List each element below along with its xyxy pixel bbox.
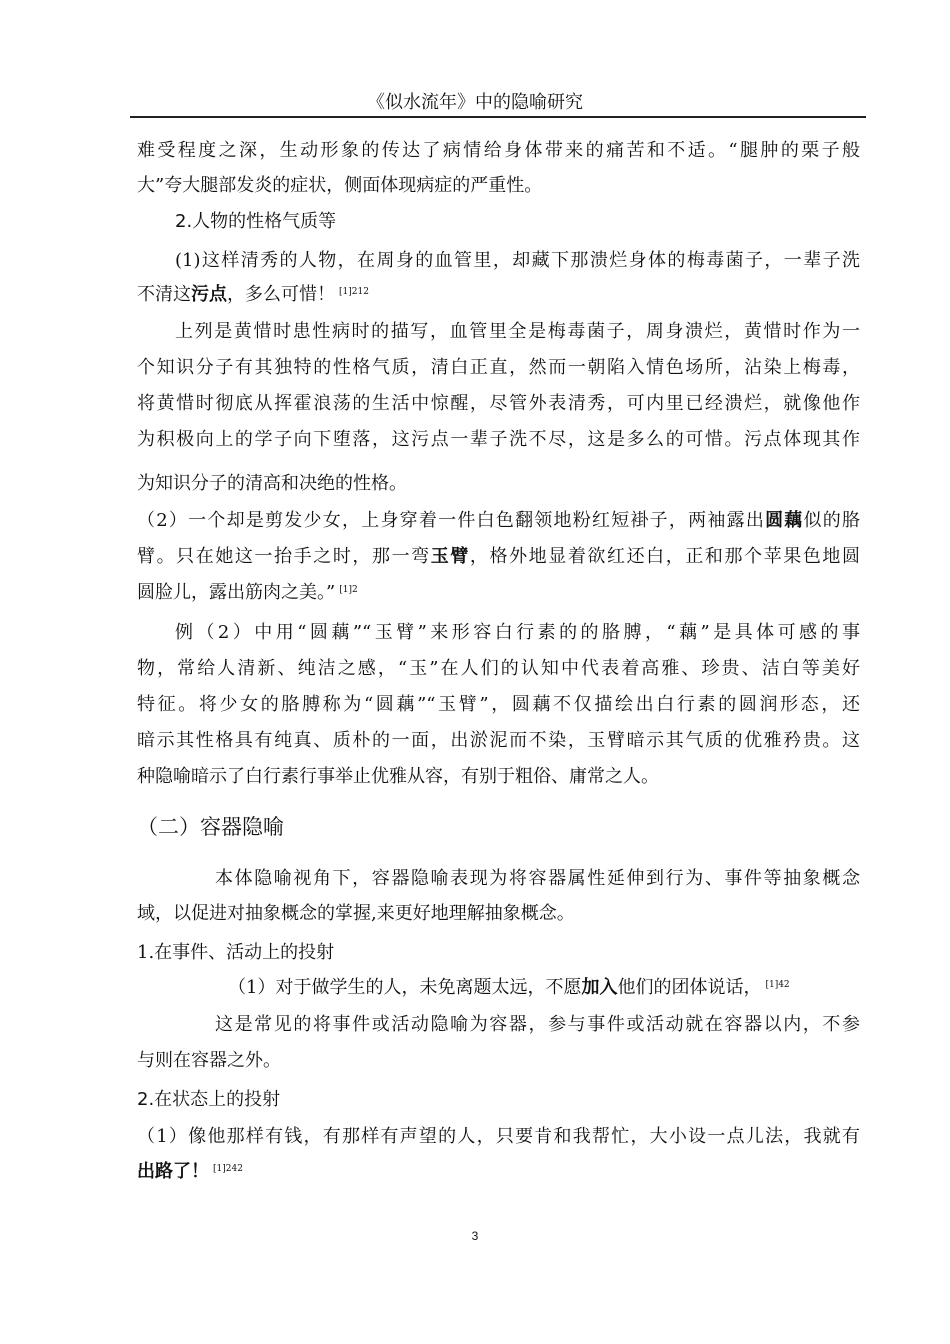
- text-line: [137, 139, 860, 163]
- page-number: 3: [471, 1229, 479, 1243]
- text-line: [137, 693, 860, 717]
- text-line: [137, 356, 860, 380]
- text-line: [137, 657, 860, 681]
- text-line: [137, 545, 860, 569]
- text-line: [137, 1049, 281, 1073]
- text-run: 在事件、活动上的投射: [154, 942, 335, 963]
- text-line: [137, 283, 369, 307]
- section-heading: [175, 210, 336, 234]
- text-run: （2）一个却是剪发少女，上身穿着一件白色翻领地粉红短褂子，两袖露出: [137, 510, 766, 531]
- text-run: 难受程度之深，生动形象的传达了病情给身体带来的痛苦和不适。“腿肿的栗子般: [137, 140, 860, 161]
- text-line: [137, 581, 358, 605]
- text-line: [137, 1088, 280, 1112]
- text-run: 似的胳: [803, 510, 861, 531]
- text-line: [137, 174, 542, 198]
- text-run: （二）容器隐喻: [137, 815, 284, 839]
- text-line: [137, 765, 659, 789]
- citation-superscript: [1]212: [339, 287, 369, 297]
- emphasized-term: 加入: [581, 977, 618, 998]
- text-run: 个知识分子有其独特的性格气质，清白正直，然而一朝陷入情色场所，沾染上梅毒，: [137, 357, 860, 378]
- text-run: 暗示其性格具有纯真、质朴的一面，出淤泥而不染，玉臂暗示其气质的优雅矜贵。这: [137, 730, 860, 751]
- text-line: [137, 729, 860, 753]
- text-line: [175, 249, 860, 273]
- text-run: （1）像他那样有钱，有那样有声望的人，只要肯和我帮忙，大小设一点儿法，我就有: [137, 1126, 860, 1147]
- emphasized-term: 污点: [191, 284, 227, 305]
- citation-superscript: [1]242: [213, 1164, 243, 1174]
- running-header: 《似水流年》中的隐喻研究: [367, 92, 583, 113]
- text-run: 特征。将少女的胳膊称为“圆藕”“玉臂”，圆藕不仅描绘出白行素的圆润形态，还: [137, 694, 860, 715]
- text-run: 大”夸大腿部发炎的症状，侧面体现病症的严重性。: [137, 175, 543, 196]
- text-run: 域，以促进对抽象概念的掌握,来更好地理解抽象概念。: [137, 903, 575, 924]
- text-run: ，多么可惜！: [227, 284, 335, 305]
- text-run: 为知识分子的清高和决绝的性格。: [137, 473, 407, 494]
- text-line: [137, 509, 860, 533]
- text-run: 与则在容器之外。: [137, 1050, 281, 1071]
- text-run: 种隐喻暗示了白行素行事举止优雅从容，有别于粗俗、庸常之人。: [137, 766, 659, 787]
- text-run: 本体隐喻视角下，容器隐喻表现为将容器属性延伸到行为、事件等抽象概念: [215, 868, 860, 889]
- text-line: [137, 1160, 243, 1184]
- text-line: [215, 867, 860, 891]
- text-run: 不清这: [137, 284, 191, 305]
- text-run: 这是常见的将事件或活动隐喻为容器，参与事件或活动就在容器以内，不参: [215, 1014, 860, 1035]
- text-run: 上列是黄惜时患性病时的描写，血管里全是梅毒菌子，周身溃烂，黄惜时作为一: [175, 321, 860, 342]
- citation-superscript: [1]42: [765, 980, 790, 990]
- text-line: [137, 941, 334, 965]
- text-line: [175, 320, 860, 344]
- emphasized-term: 圆藕: [765, 510, 804, 531]
- text-run: 将黄惜时彻底从挥霍浪荡的生活中惊醒，尽管外表清秀，可内里已经溃烂，就像他作: [137, 393, 860, 414]
- text-run: 物，常给人清新、纯洁之感，“玉”在人们的认知中代表着高雅、珍贵、洁白等美好: [137, 658, 860, 679]
- emphasized-term: 出路了！: [137, 1161, 209, 1182]
- text-line: [137, 428, 860, 452]
- emphasized-term: 玉臂: [430, 546, 470, 567]
- text-run: ，格外地显着欲红还白，正和那个苹果色地圆: [469, 546, 861, 567]
- text-run: 为积极向上的学子向下堕落，这污点一辈子洗不尽，这是多么的可惜。污点体现其作: [137, 429, 860, 450]
- text-run: 圆脸儿，露出筋肉之美。”: [137, 582, 336, 603]
- text-run: 臂。只在她这一抬手之时，那一弯: [137, 546, 431, 567]
- text-line: [175, 621, 860, 645]
- text-line: [137, 392, 860, 416]
- text-line: [137, 472, 407, 496]
- text-line: [215, 1013, 860, 1037]
- text-run: 2.在状态上的投射: [137, 1089, 281, 1110]
- text-run: (1)这样清秀的人物，在周身的血管里，却藏下那溃烂身体的梅毒菌子，一辈子洗: [175, 250, 860, 271]
- text-run: 例（2）中用“圆藕”“玉臂”来形容白行素的的胳膊，“藕”是具体可感的事: [175, 622, 860, 643]
- text-line: [137, 902, 575, 926]
- text-run: 他们的团体说话，: [617, 977, 762, 998]
- citation-superscript: [1]2: [339, 585, 358, 595]
- text-run: 2.人物的性格气质等: [175, 211, 337, 232]
- text-line: [137, 1125, 860, 1149]
- header-rule: [130, 116, 866, 118]
- section-heading: [137, 815, 284, 839]
- text-run: 1.: [137, 942, 155, 963]
- text-run: （1）对于做学生的人，未免离题太远，不愿: [228, 977, 582, 998]
- text-line: [228, 976, 790, 1000]
